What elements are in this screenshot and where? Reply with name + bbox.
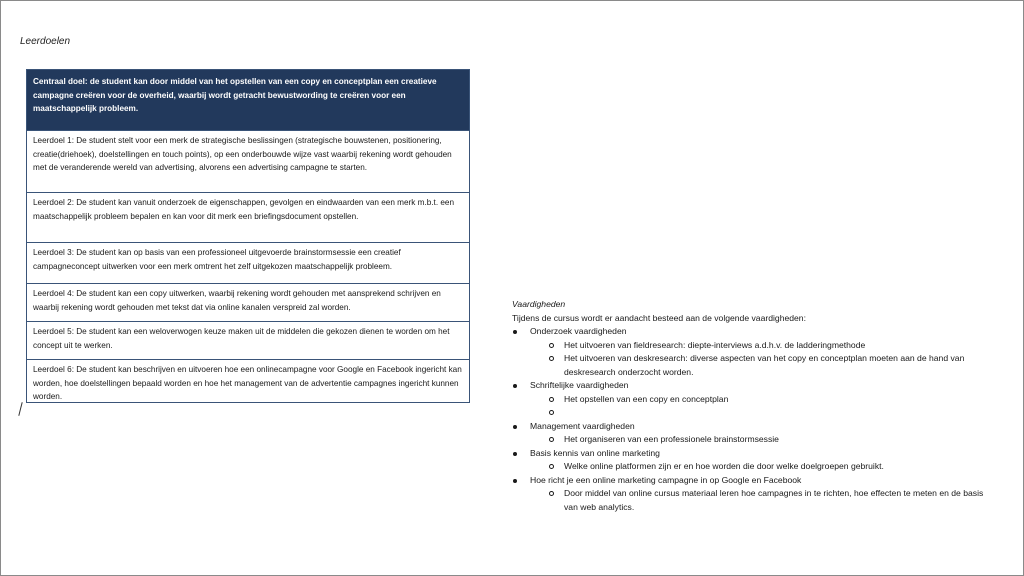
skills-section — [512, 298, 992, 514]
goal-row-4: Leerdoel 4: De student kan een copy uitwerken, waarbij rekening wordt gehouden met aansprekend schrijven en waarbij rekening wordt gehouden met tekst dat via online kanalen verspreid zal worden. — [27, 283, 469, 321]
skill-subitem: Het organiseren van een professionele brainstormsessie — [512, 433, 992, 447]
skill-subitem-empty — [512, 406, 992, 420]
learning-goals-table — [26, 69, 470, 403]
skill-item-research: Onderzoek vaardigheden — [512, 325, 992, 339]
skill-item-campaign-setup: Hoe richt je een online marketing campagne in op Google en Facebook — [512, 474, 992, 488]
skill-item-online-marketing: Basis kennis van online marketing — [512, 447, 992, 461]
skill-subitem: Het opstellen van een copy en conceptplan — [512, 393, 992, 407]
goal-row-2: Leerdoel 2: De student kan vanuit onderzoek de eigenschappen, gevolgen en eindwaarden van een merk m.b.t. een maatschappelijk probleem bepalen en kan voor dit merk een briefingsdocument opstellen. — [27, 192, 469, 242]
skill-subitem: Welke online platformen zijn er en hoe worden die door welke doelgroepen gebruikt. — [512, 460, 992, 474]
skill-subitem: Het uitvoeren van deskresearch: diverse aspecten van het copy en conceptplan moeten aan de hand van deskresearch onderzocht worden. — [512, 352, 992, 379]
skill-subitem: Door middel van online cursus materiaal leren hoe campagnes in te richten, hoe effecten te meten en de basis van web analytics. — [512, 487, 992, 514]
skill-item-writing: Schriftelijke vaardigheden — [512, 379, 992, 393]
goal-row-1: Leerdoel 1: De student stelt voor een merk de strategische beslissingen (strategische bouwstenen, positionering, creatie(driehoek), doelstellingen en touch points), op een onderbouwde wijze vast waarbij rekening wordt gehouden met de veranderende wereld van advertising, alvorens een advertising campagne te starten. — [27, 130, 469, 192]
goal-row-5: Leerdoel 5: De student kan een weloverwogen keuze maken uit de middelen die gekozen dienen te worden om het concept uit te werken. — [27, 321, 469, 359]
skills-title: Vaardigheden — [512, 299, 566, 309]
central-goal-header: Centraal doel: de student kan door middel van het opstellen van een copy en conceptplan een creatieve campagne creëren voor de overheid, waarbij wordt getracht bewustwording te creëren voor een maatschappelijk probleem. — [27, 70, 469, 130]
skill-subitem: Het uitvoeren van fieldresearch: diepte-interviews a.d.h.v. de ladderingmethode — [512, 339, 992, 353]
goal-row-3: Leerdoel 3: De student kan op basis van een professioneel uitgevoerde brainstormsessie een creatief campagneconcept uitwerken voor een merk omtrent het zelf uitgekozen maatschappelijk probleem. — [27, 242, 469, 283]
skills-list — [512, 325, 992, 514]
section-heading-leerdoelen: Leerdoelen — [20, 36, 71, 47]
goal-row-6: Leerdoel 6: De student kan beschrijven en uitvoeren hoe een onlinecampagne voor Google en Facebook ingericht kan worden, hoe doelstellingen bepaald worden en hoe het management van de advertentie campagnes ingericht kunnen worden. — [27, 359, 469, 402]
skills-intro: Tijdens de cursus wordt er aandacht besteed aan de volgende vaardigheden: — [512, 312, 806, 323]
skill-item-management: Management vaardigheden — [512, 420, 992, 434]
text-cursor-mark — [18, 402, 22, 416]
